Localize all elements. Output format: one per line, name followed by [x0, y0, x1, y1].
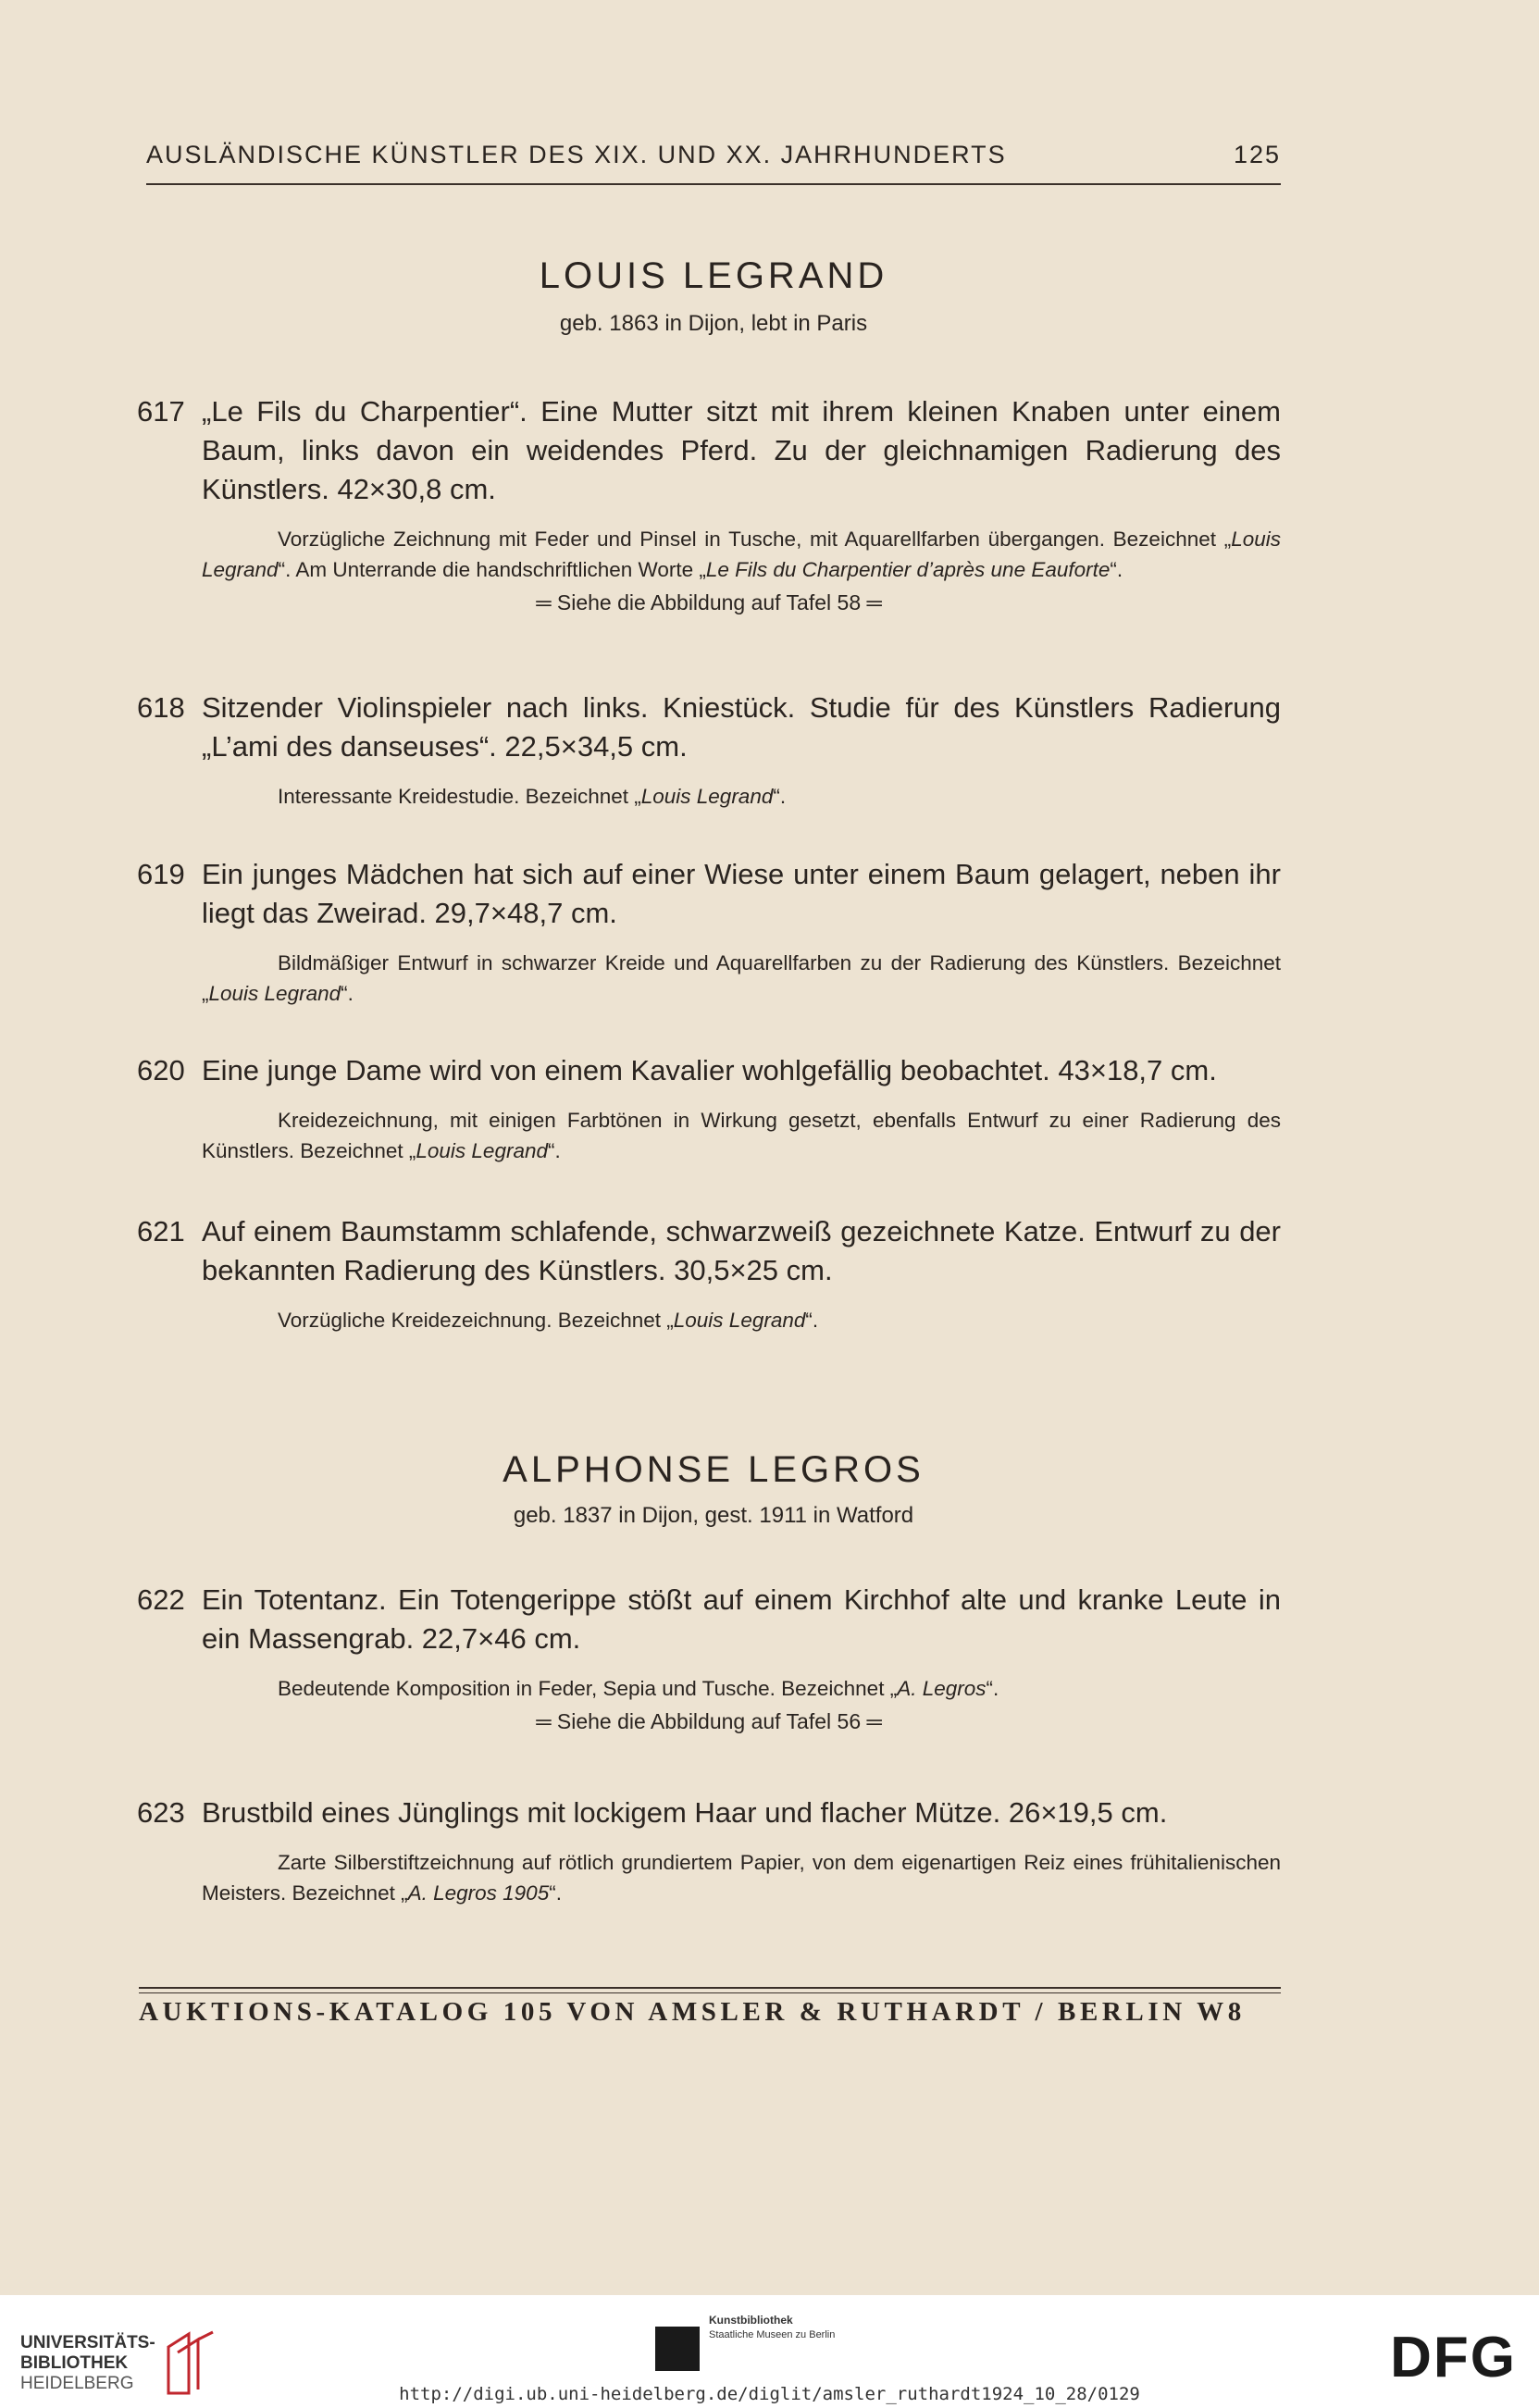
entry-description: Sitzender Violinspieler nach links. Kniestück. Studie für des Künstlers Radierung „L’ami des danseuses“. 22,5×34,5 cm. [202, 691, 1281, 763]
plate-reference: ═ Siehe die Abbildung auf Tafel 58 ═ [536, 590, 882, 614]
page-url[interactable]: http://digi.ub.uni-heidelberg.de/diglit/amsler_ruthardt1924_10_28/0129 [399, 2384, 1140, 2404]
entry-number: 621 [137, 1215, 185, 1247]
footer-rule-thin [139, 1992, 1281, 1993]
kb-subtitle: Staatliche Museen zu Berlin [709, 2329, 836, 2340]
entry-note: Bedeutende Komposition in Feder, Sepia und Tusche. Bezeichnet „A. Legros“. [278, 1677, 999, 1700]
artist-heading: ALPHONSE LEGROS [503, 1449, 925, 1490]
plate-reference: ═ Siehe die Abbildung auf Tafel 56 ═ [536, 1709, 882, 1733]
entry-note: Interessante Kreidestudie. Bezeichnet „Louis Legrand“. [278, 785, 787, 808]
artist-bio: geb. 1837 in Dijon, gest. 1911 in Watford [513, 1503, 914, 1528]
page-number: 125 [1233, 141, 1281, 168]
entry-description: Ein Totentanz. Ein Totengerippe stößt auf einem Kirchhof alte und kranke Leute in ein Massengrab. 22,7×46 cm. [202, 1583, 1281, 1655]
viewer-bar [0, 2295, 1539, 2408]
ub-line-2: BIBLIOTHEK [20, 2353, 129, 2373]
running-title: AUSLÄNDISCHE KÜNSTLER DES XIX. UND XX. JAHRHUNDERTS [146, 141, 1007, 168]
entry-number: 619 [137, 858, 185, 890]
entry-note: Kreidezeichnung, mit einigen Farbtönen in Wirkung gesetzt, ebenfalls Entwurf zu einer Radierung des Künstlers. Bezeichnet „Louis Legrand“. [202, 1109, 1281, 1162]
running-header [146, 141, 1281, 169]
catalog-entry [137, 1051, 1281, 1166]
kunstbibliothek-mark-icon [655, 2327, 700, 2371]
catalog-footer: AUKTIONS-KATALOG 105 VON AMSLER & RUTHARDT / BERLIN W8 [139, 1997, 1246, 2027]
entry-number: 617 [137, 395, 185, 428]
entry-description: Ein junges Mädchen hat sich auf einer Wiese unter einem Baum gelagert, neben ihr liegt das Zweirad. 29,7×48,7 cm. [202, 858, 1281, 929]
entry-description: Eine junge Dame wird von einem Kavalier wohlgefällig beobachtet. 43×18,7 cm. [202, 1054, 1217, 1086]
ub-line-1: UNIVERSITÄTS- [20, 2333, 155, 2352]
catalog-entry [137, 855, 1281, 1009]
entry-number: 623 [137, 1796, 185, 1829]
catalog-entry [137, 392, 1281, 615]
entry-note: Bildmäßiger Entwurf in schwarzer Kreide und Aquarellfarben zu der Radierung des Künstlers. Bezeichnet „Louis Legrand“. [202, 951, 1281, 1005]
kunstbibliothek-logo[interactable] [655, 2314, 835, 2371]
entry-description: „Le Fils du Charpentier“. Eine Mutter sitzt mit ihrem kleinen Knaben unter einem Baum, links davon ein weidendes Pferd. Zu der gleichnamigen Radierung des Künstlers. 42×30,8 cm. [202, 395, 1281, 505]
entry-note: Zarte Silberstiftzeichnung auf rötlich grundiertem Papier, von dem eigenartigen Reiz eines frühitalienischen Meisters. Bezeichnet „A. Legros 1905“. [202, 1851, 1281, 1905]
ub-line-3: HEIDELBERG [20, 2374, 134, 2393]
entry-note: Vorzügliche Zeichnung mit Feder und Pinsel in Tusche, mit Aquarellfarben übergangen. Bezeichnet „Louis Legrand“. Am Unterrande die handschriftlichen Worte „Le Fils du Charpentier d’après une Eauforte“. [202, 528, 1281, 581]
entry-description: Auf einem Baumstamm schlafende, schwarzweiß gezeichnete Katze. Entwurf zu der bekannten Radierung des Künstlers. 30,5×25 cm. [202, 1215, 1281, 1286]
catalog-entry [137, 1212, 1281, 1335]
catalog-entry [137, 1581, 1281, 1734]
catalog-entry [137, 689, 1281, 812]
artist-bio: geb. 1863 in Dijon, lebt in Paris [559, 311, 868, 336]
catalog-entry [137, 1794, 1281, 1908]
entry-number: 620 [137, 1054, 185, 1086]
entry-number: 622 [137, 1583, 185, 1616]
dfg-logo[interactable]: DFG [1390, 2326, 1517, 2389]
entry-number: 618 [137, 691, 185, 724]
footer-rule [139, 1987, 1281, 1989]
artist-heading: LOUIS LEGRAND [539, 255, 888, 296]
entry-note: Vorzügliche Kreidezeichnung. Bezeichnet „Louis Legrand“. [278, 1309, 819, 1332]
entry-description: Brustbild eines Jünglings mit lockigem Haar und flacher Mütze. 26×19,5 cm. [202, 1796, 1168, 1829]
header-rule [146, 183, 1281, 185]
kb-title: Kunstbibliothek [709, 2314, 793, 2327]
